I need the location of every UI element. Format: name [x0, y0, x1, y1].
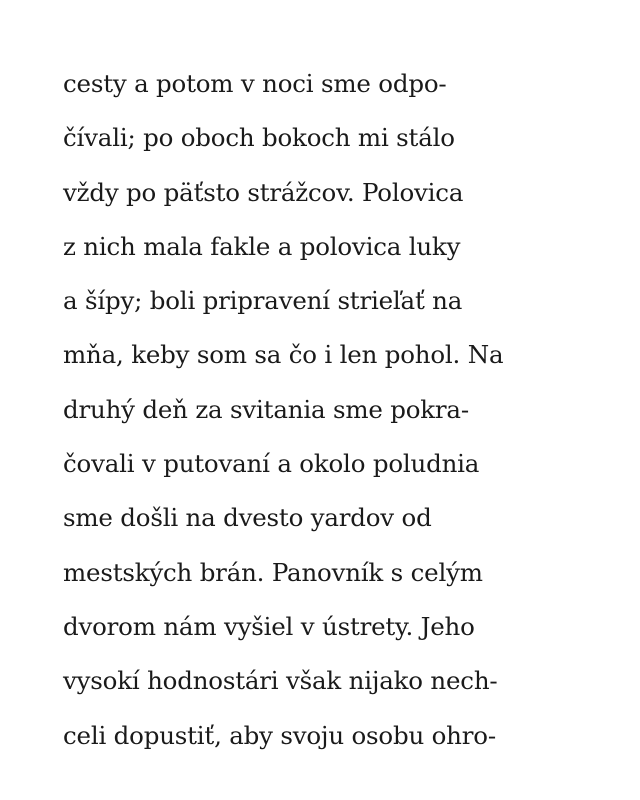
text-line-9: sme došli na dvesto yardov od — [63, 503, 432, 533]
text-line-10: mestských brán. Panovník s celým — [63, 557, 483, 587]
text-line-1: cesty a potom v noci sme odpo- — [63, 69, 447, 98]
text-line-4: z nich mala fakle a polovica luky — [63, 231, 461, 261]
text-line-12: vysokí hodnostári však nijako nech- — [63, 666, 498, 696]
text-line-13: celi dopustiť, aby svoju osobu ohro- — [63, 720, 496, 750]
text-line-2: čívali; po oboch bokoch mi stálo — [63, 123, 455, 153]
text-line-7: druhý deň za svitania sme pokra- — [63, 394, 469, 424]
text-line-5: a šípy; boli pripravení strieľať na — [63, 286, 463, 316]
text-line-3: vždy po päťsto strážcov. Polovica — [63, 177, 464, 207]
text-line-8: čovali v putovaní a okolo poludnia — [63, 449, 480, 479]
body-text — [63, 57, 583, 763]
text-line-11: dvorom nám vyšiel v ústrety. Jeho — [63, 611, 475, 641]
text-line-6: mňa, keby som sa čo i len pohol. Na — [63, 340, 504, 370]
